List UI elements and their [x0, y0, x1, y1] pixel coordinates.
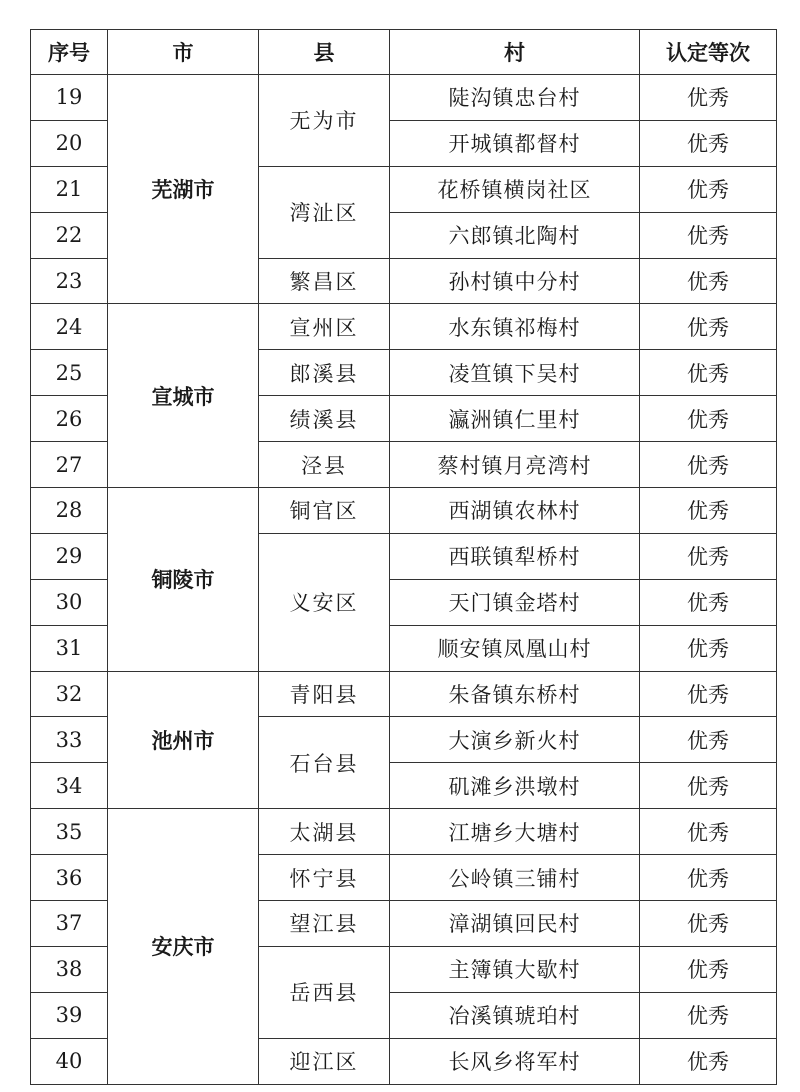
row-index: 36 [31, 855, 108, 901]
grade-cell: 优秀 [640, 258, 777, 304]
grade-cell: 优秀 [640, 442, 777, 488]
village-cell: 陡沟镇忠台村 [390, 75, 640, 121]
grade-cell: 优秀 [640, 809, 777, 855]
row-index: 31 [31, 625, 108, 671]
row-index: 38 [31, 946, 108, 992]
county-cell: 怀宁县 [259, 855, 390, 901]
county-cell: 石台县 [259, 717, 390, 809]
table-body [31, 75, 777, 1085]
header-index: 序号 [31, 30, 108, 75]
county-cell: 繁昌区 [259, 258, 390, 304]
village-cell: 花桥镇横岗社区 [390, 166, 640, 212]
village-cell: 六郎镇北陶村 [390, 212, 640, 258]
village-cell: 公岭镇三铺村 [390, 855, 640, 901]
village-cell: 天门镇金塔村 [390, 579, 640, 625]
county-cell: 宣州区 [259, 304, 390, 350]
county-cell: 岳西县 [259, 946, 390, 1038]
city-cell: 铜陵市 [108, 488, 259, 672]
village-cell: 西联镇犁桥村 [390, 533, 640, 579]
village-list-table [30, 29, 777, 1085]
row-index: 40 [31, 1038, 108, 1084]
county-cell: 绩溪县 [259, 396, 390, 442]
grade-cell: 优秀 [640, 579, 777, 625]
grade-cell: 优秀 [640, 1038, 777, 1084]
grade-cell: 优秀 [640, 625, 777, 671]
village-cell: 大演乡新火村 [390, 717, 640, 763]
row-index: 35 [31, 809, 108, 855]
grade-cell: 优秀 [640, 946, 777, 992]
document-page [30, 29, 777, 1085]
row-index: 39 [31, 992, 108, 1038]
header-city: 市 [108, 30, 259, 75]
village-cell: 冶溪镇琥珀村 [390, 992, 640, 1038]
row-index: 19 [31, 75, 108, 121]
city-cell: 宣城市 [108, 304, 259, 488]
grade-cell: 优秀 [640, 212, 777, 258]
row-index: 28 [31, 488, 108, 534]
header-county: 县 [259, 30, 390, 75]
village-cell: 凌笪镇下吴村 [390, 350, 640, 396]
grade-cell: 优秀 [640, 75, 777, 121]
table-row [31, 304, 777, 350]
county-cell: 无为市 [259, 75, 390, 167]
grade-cell: 优秀 [640, 120, 777, 166]
row-index: 37 [31, 901, 108, 947]
county-cell: 迎江区 [259, 1038, 390, 1084]
grade-cell: 优秀 [640, 304, 777, 350]
grade-cell: 优秀 [640, 533, 777, 579]
village-cell: 瀛洲镇仁里村 [390, 396, 640, 442]
grade-cell: 优秀 [640, 396, 777, 442]
county-cell: 太湖县 [259, 809, 390, 855]
village-cell: 顺安镇凤凰山村 [390, 625, 640, 671]
village-cell: 漳湖镇回民村 [390, 901, 640, 947]
village-cell: 西湖镇农林村 [390, 488, 640, 534]
city-cell: 芜湖市 [108, 75, 259, 304]
county-cell: 郎溪县 [259, 350, 390, 396]
city-cell: 安庆市 [108, 809, 259, 1084]
county-cell: 泾县 [259, 442, 390, 488]
village-cell: 江塘乡大塘村 [390, 809, 640, 855]
village-cell: 孙村镇中分村 [390, 258, 640, 304]
row-index: 25 [31, 350, 108, 396]
grade-cell: 优秀 [640, 717, 777, 763]
table-row [31, 75, 777, 121]
county-cell: 青阳县 [259, 671, 390, 717]
row-index: 27 [31, 442, 108, 488]
county-cell: 铜官区 [259, 488, 390, 534]
grade-cell: 优秀 [640, 166, 777, 212]
row-index: 21 [31, 166, 108, 212]
county-cell: 湾沚区 [259, 166, 390, 258]
village-cell: 水东镇祁梅村 [390, 304, 640, 350]
grade-cell: 优秀 [640, 350, 777, 396]
header-row [31, 30, 777, 75]
city-cell: 池州市 [108, 671, 259, 809]
row-index: 29 [31, 533, 108, 579]
header-grade: 认定等次 [640, 30, 777, 75]
table-header [31, 30, 777, 75]
grade-cell: 优秀 [640, 992, 777, 1038]
row-index: 30 [31, 579, 108, 625]
village-cell: 蔡村镇月亮湾村 [390, 442, 640, 488]
row-index: 22 [31, 212, 108, 258]
row-index: 34 [31, 763, 108, 809]
grade-cell: 优秀 [640, 763, 777, 809]
row-index: 23 [31, 258, 108, 304]
table-row [31, 488, 777, 534]
village-cell: 主簿镇大歇村 [390, 946, 640, 992]
village-cell: 矶滩乡洪墩村 [390, 763, 640, 809]
table-row [31, 671, 777, 717]
row-index: 33 [31, 717, 108, 763]
row-index: 26 [31, 396, 108, 442]
grade-cell: 优秀 [640, 901, 777, 947]
village-cell: 开城镇都督村 [390, 120, 640, 166]
row-index: 20 [31, 120, 108, 166]
county-cell: 望江县 [259, 901, 390, 947]
row-index: 24 [31, 304, 108, 350]
village-cell: 朱备镇东桥村 [390, 671, 640, 717]
row-index: 32 [31, 671, 108, 717]
header-village: 村 [390, 30, 640, 75]
grade-cell: 优秀 [640, 671, 777, 717]
county-cell: 义安区 [259, 533, 390, 671]
grade-cell: 优秀 [640, 488, 777, 534]
grade-cell: 优秀 [640, 855, 777, 901]
table-row [31, 809, 777, 855]
village-cell: 长风乡将军村 [390, 1038, 640, 1084]
